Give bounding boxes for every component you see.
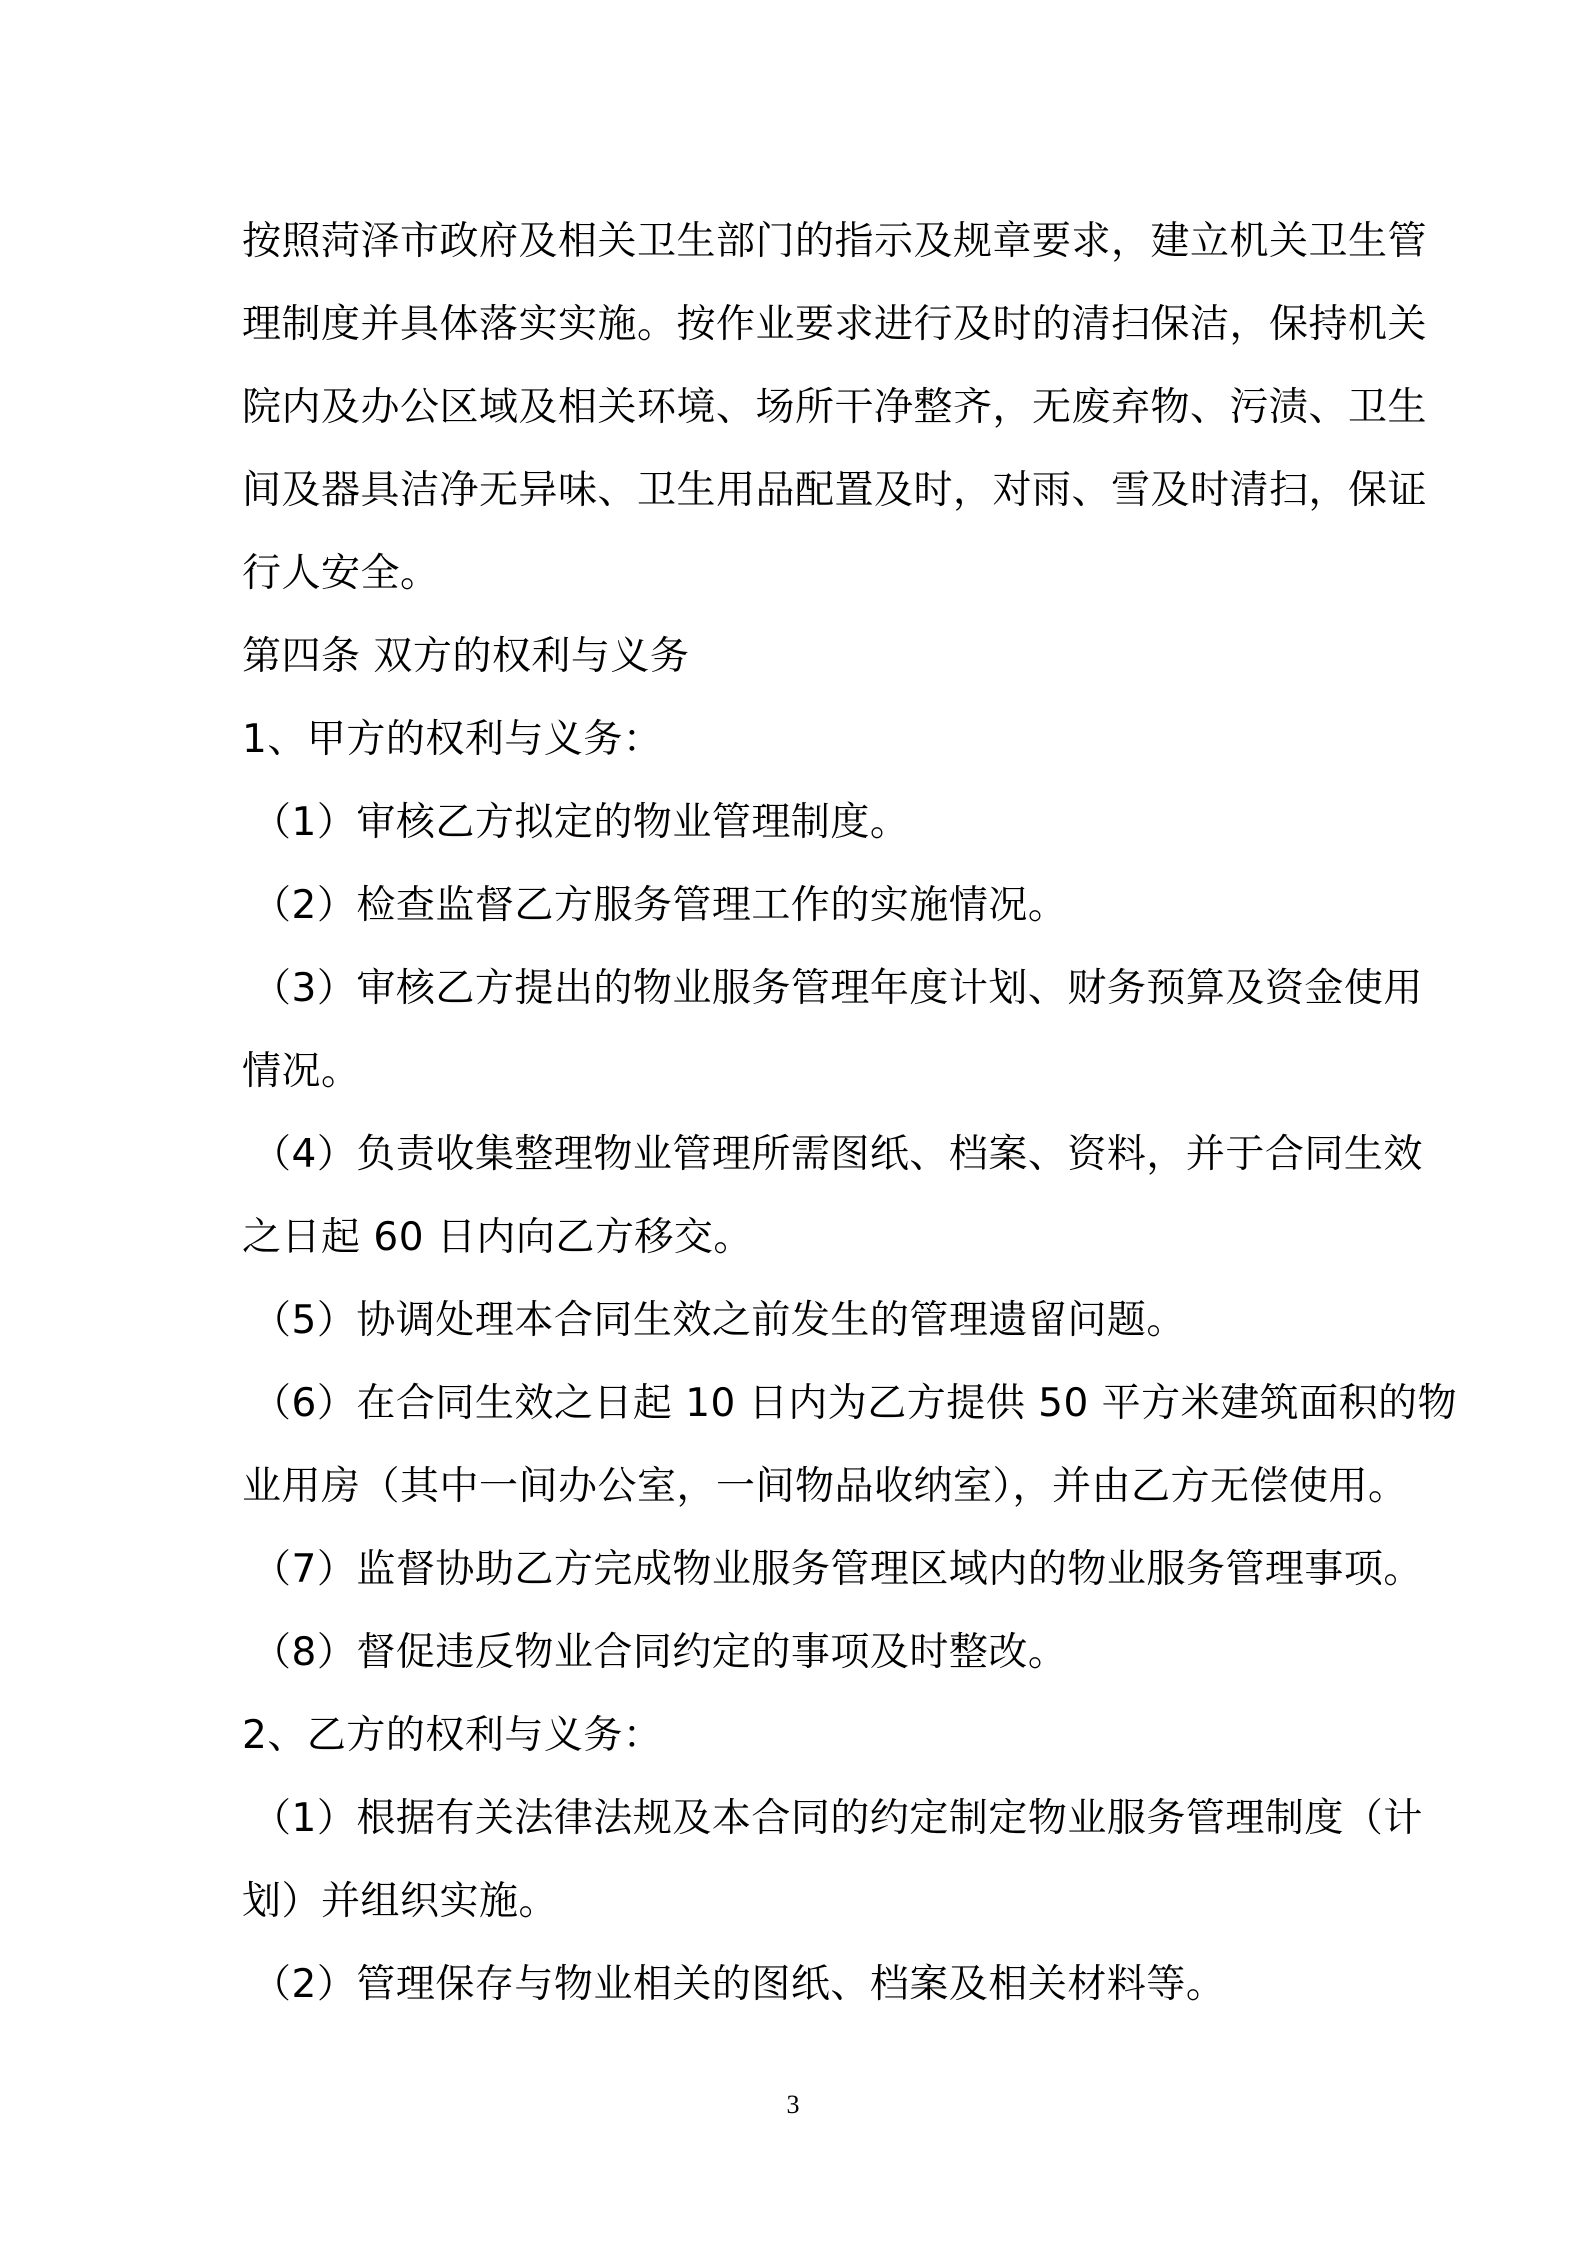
paragraph-line: 院内及办公区域及相关环境、场所干净整齐，无废弃物、污渍、卫生 bbox=[242, 385, 1428, 430]
list-item: （7）监督协助乙方完成物业服务管理区域内的物业服务管理事项。 bbox=[252, 1547, 1423, 1592]
list-item: （4）负责收集整理物业管理所需图纸、档案、资料，并于合同生效 bbox=[252, 1132, 1423, 1177]
article-heading: 第四条 双方的权利与义务 bbox=[242, 634, 690, 679]
paragraph-line: 按照菏泽市政府及相关卫生部门的指示及规章要求，建立机关卫生管 bbox=[242, 219, 1428, 264]
list-item: （2）检查监督乙方服务管理工作的实施情况。 bbox=[252, 883, 1068, 928]
paragraph-line: 理制度并具体落实实施。按作业要求进行及时的清扫保洁，保持机关 bbox=[242, 302, 1428, 347]
list-item-continuation: 之日起 60 日内向乙方移交。 bbox=[242, 1215, 753, 1260]
section-heading-party-a: 1、甲方的权利与义务： bbox=[242, 717, 663, 762]
list-item: （8）督促违反物业合同约定的事项及时整改。 bbox=[252, 1630, 1068, 1675]
list-item: （6）在合同生效之日起 10 日内为乙方提供 50 平方米建筑面积的物 bbox=[252, 1381, 1458, 1426]
list-item-continuation: 业用房（其中一间办公室，一间物品收纳室），并由乙方无偿使用。 bbox=[242, 1464, 1408, 1509]
document-body bbox=[242, 200, 1458, 2026]
list-item: （1）根据有关法律法规及本合同的约定制定物业服务管理制度（计 bbox=[252, 1796, 1423, 1841]
list-item: （1）审核乙方拟定的物业管理制度。 bbox=[252, 800, 910, 845]
section-heading-party-b: 2、乙方的权利与义务： bbox=[242, 1713, 663, 1758]
paragraph-line: 行人安全。 bbox=[242, 551, 440, 596]
list-item: （2）管理保存与物业相关的图纸、档案及相关材料等。 bbox=[252, 1962, 1226, 2007]
paragraph-line: 间及器具洁净无异味、卫生用品配置及时，对雨、雪及时清扫，保证 bbox=[242, 468, 1428, 513]
page-number: 3 bbox=[786, 2090, 800, 2119]
list-item-continuation: 情况。 bbox=[242, 1049, 361, 1094]
list-item: （5）协调处理本合同生效之前发生的管理遗留问题。 bbox=[252, 1298, 1186, 1343]
list-item-continuation: 划）并组织实施。 bbox=[242, 1879, 559, 1924]
list-item: （3）审核乙方提出的物业服务管理年度计划、财务预算及资金使用 bbox=[252, 966, 1423, 1011]
